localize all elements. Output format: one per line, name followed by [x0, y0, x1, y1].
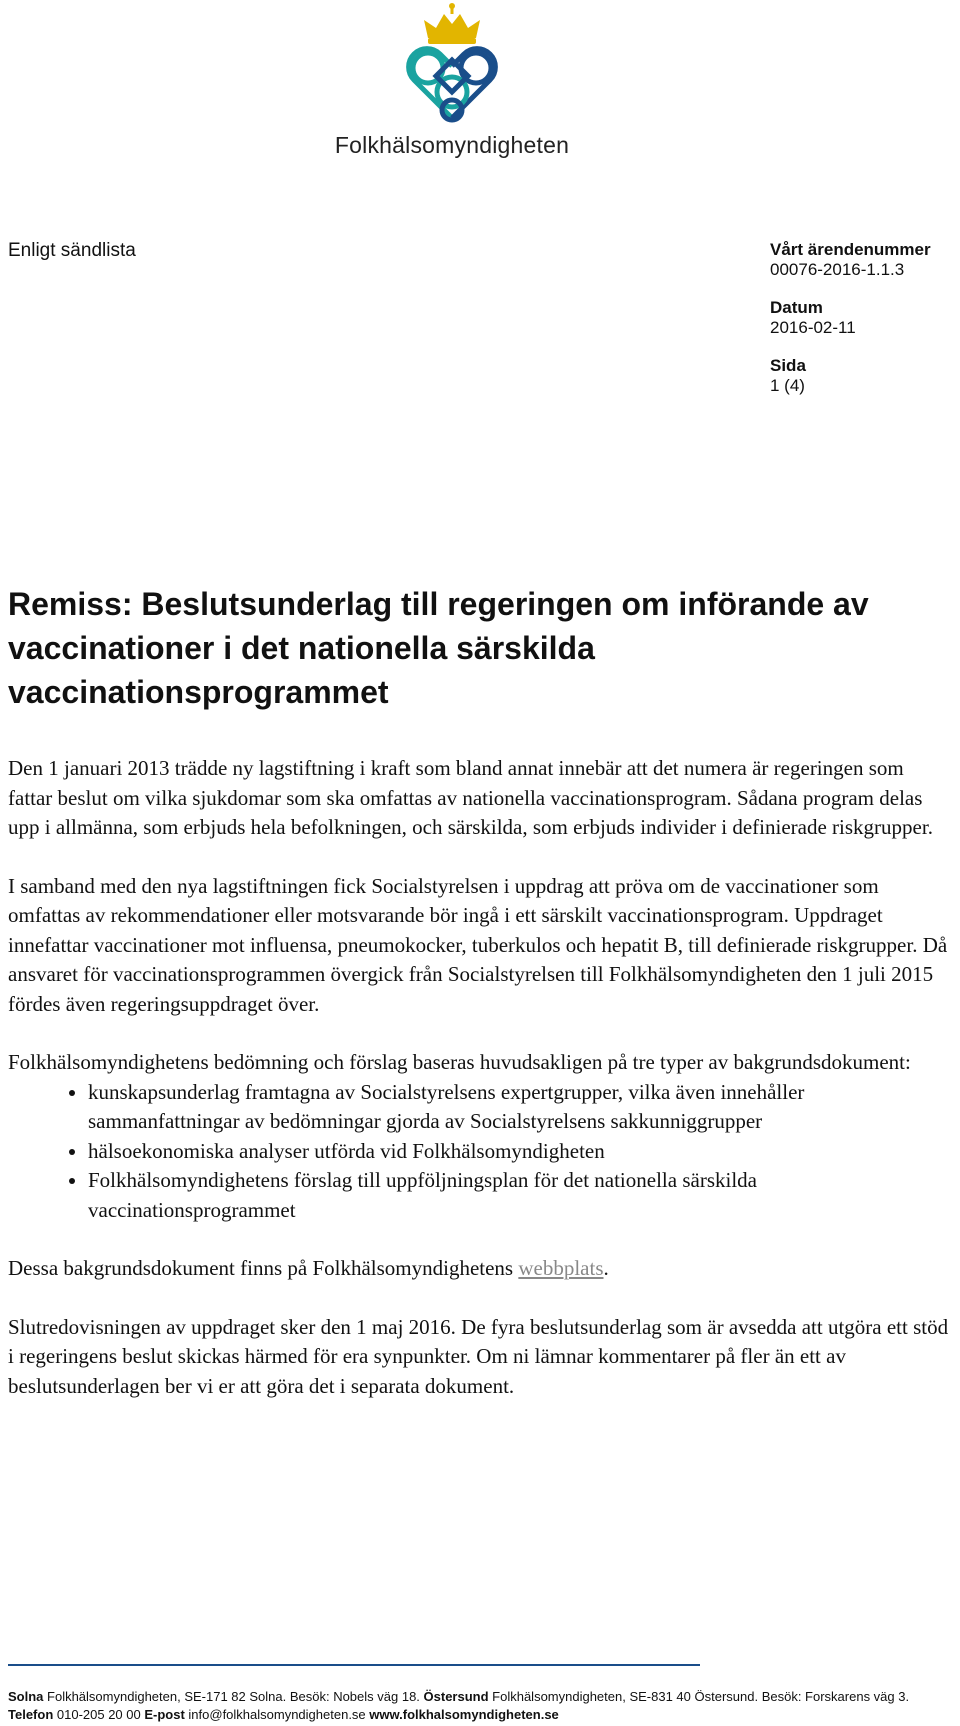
org-name: Folkhälsomyndigheten — [334, 132, 570, 158]
paragraph: Den 1 januari 2013 trädde ny lagstiftning i kraft som bland annat innebär att det numera är regeringen som fattar beslut om vilka sjukdomar som ska omfattas av nationella vaccinationsprogram. Sådana program delas upp i allmänna, som erbjuds hela befolkningen, och särskilda, som erbjuds individer i definierade riskgrupper. — [8, 756, 933, 839]
page-value: 1 (4) — [770, 376, 805, 395]
footer-phone-value: 010-205 20 00 — [53, 1707, 145, 1722]
paragraph: Slutredovisningen av uppdraget sker den 1 maj 2016. De fyra beslutsunderlag som är avsedda att utgöra ett stöd i regeringens beslut skickas härmed för era synpunkter. Om ni lämnar kommentarer på fler än ett av beslutsunderlagen ber vi er att göra det i separata dokument. — [8, 1314, 949, 1398]
case-number-label: Vårt ärendenummer — [770, 240, 931, 259]
footer-phone-label: Telefon — [8, 1707, 54, 1722]
footer-divider — [8, 1664, 700, 1666]
document-body — [8, 754, 953, 1430]
footer-contact-line — [8, 1706, 958, 1724]
paragraph-text: Dessa bakgrundsdokument finns på Folkhälsomyndighetens — [8, 1256, 519, 1280]
paragraph-text: . — [603, 1256, 609, 1280]
bullet-list — [8, 1078, 953, 1226]
footer-ostersund-text: Folkhälsomyndigheten, SE-831 40 Östersund. Besök: Forskarens väg 3. — [488, 1689, 910, 1704]
document-title: Remiss: Beslutsunderlag till regeringen om införande av vaccinationer i det nationella särskilda vaccinationsprogrammet — [8, 586, 869, 710]
document-meta — [770, 240, 931, 414]
paragraph — [8, 1254, 953, 1284]
footer-solna-label: Solna — [8, 1689, 44, 1704]
date-value: 2016-02-11 — [770, 318, 856, 337]
recipient: Enligt sändlista — [8, 240, 136, 261]
crown-heart-logo-icon — [392, 0, 512, 128]
logo — [322, 0, 582, 170]
footer-solna-text: Folkhälsomyndigheten, SE-171 82 Solna. Besök: Nobels väg 18. — [43, 1689, 424, 1704]
footer-email-label: E-post — [144, 1707, 185, 1722]
paragraph: I samband med den nya lagstiftningen fick Socialstyrelsen i uppdrag att pröva om de vaccinationer som omfattas av rekommendationer eller motsvarande bör ingå i ett särskilt vaccinationsprogram. Uppdraget innefattar vaccinationer mot influensa, pneumokocker, tuberkulos och hepatit B, till definierade riskgrupper. Då ansvaret för vaccinationsprogrammen övergick från Socialstyrelsen till Folkhälsomyndigheten den 1 juli 2015 fördes även regeringsuppdraget över. — [8, 873, 948, 1016]
footer — [8, 1688, 958, 1724]
case-number-value: 00076-2016-1.1.3 — [770, 260, 905, 279]
page-label: Sida — [770, 356, 806, 375]
list-item: • hälsoekonomiska analyser utförda vid Folkhälsomyndigheten — [88, 1137, 953, 1167]
footer-address-line — [8, 1688, 958, 1706]
footer-website[interactable]: www.folkhalsomyndigheten.se — [369, 1707, 559, 1722]
list-item: • kunskapsunderlag framtagna av Socialstyrelsens expertgrupper, vilka även innehåller sammanfattningar av bedömningar gjorda av Socialstyrelsens sakkunniggrupper — [88, 1078, 953, 1137]
website-link[interactable]: webbplats — [518, 1256, 604, 1280]
date-label: Datum — [770, 298, 823, 317]
footer-email-value[interactable]: info@folkhalsomyndigheten.se — [184, 1707, 370, 1722]
paragraph: Folkhälsomyndighetens bedömning och förslag baseras huvudsakligen på tre typer av bakgrundsdokument: — [8, 1050, 911, 1074]
list-item: • Folkhälsomyndighetens förslag till uppföljningsplan för det nationella särskilda vaccinationsprogrammet — [88, 1166, 953, 1225]
footer-ostersund-label: Östersund — [423, 1689, 489, 1704]
